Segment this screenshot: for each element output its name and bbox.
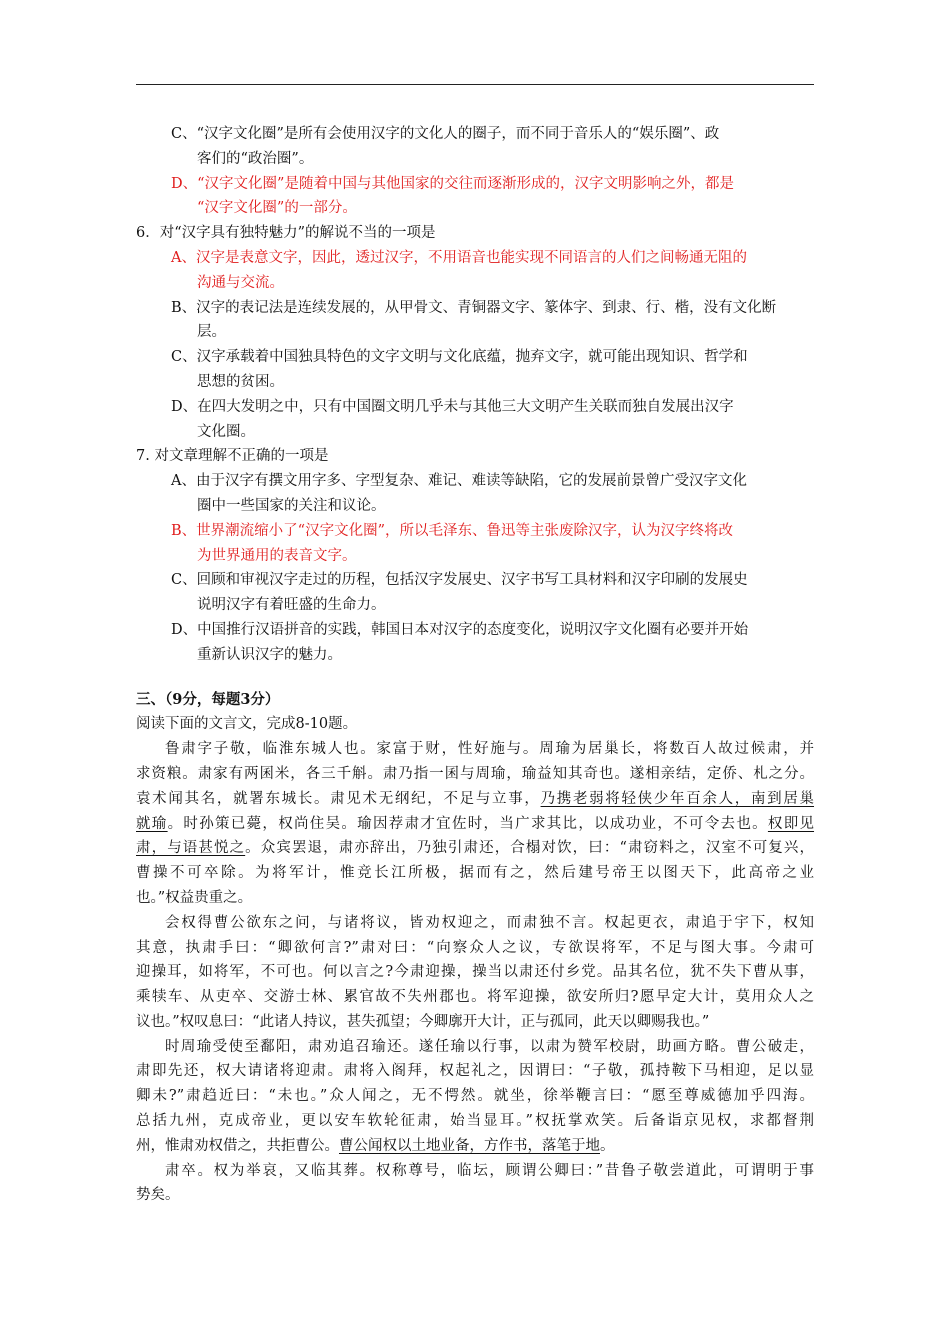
header-rule — [136, 84, 814, 85]
q6-option-d-line2: 文化圈。 — [197, 423, 255, 440]
q7-option-c-line2: 说明汉字有着旺盛的生命力。 — [197, 597, 386, 614]
passage-line: 也。”权益贵重之。 — [136, 889, 253, 906]
passage-line: 迎操耳，如将军，不可也。何以言之?今肃迎操，操当以肃还付乡党。品其名位，犹不失下曹从事， — [136, 964, 814, 981]
passage-line: 州，惟肃劝权借之，共拒曹公。曹公闻权以土地业备，方作书，落笔于地。 — [136, 1137, 615, 1154]
q7-option-d-line1: D、中国推行汉语拼音的实践，韩国日本对汉字的态度变化，说明汉字文化圈有必要并开始 — [171, 621, 749, 638]
passage-line: 会权得曹公欲东之问，与诸将议，皆劝权迎之，而肃独不言。权起更衣，肃追于宇下，权知 — [165, 914, 814, 931]
passage-line: 肃，与语甚悦之。众宾罢退，肃亦辞出，乃独引肃还，合榻对饮，曰：“肃窃料之，汉室不可复兴， — [136, 840, 814, 857]
passage-line: 袁术闻其名，就署东城长。肃见术无纲纪，不足与立事，乃携老弱将轻侠少年百余人，南到居巢 — [136, 790, 815, 807]
q7-option-d-line2: 重新认识汉字的魅力。 — [197, 646, 342, 663]
q6-option-d-line1: D、在四大发明之中，只有中国圈文明几乎未与其他三大文明产生关联而独自发展出汉字 — [171, 398, 734, 415]
q5-option-c-line1: C、“汉字文化圈”是所有会使用汉字的文化人的圈子，而不同于音乐人的“娱乐圈”、政 — [171, 126, 720, 142]
passage-line: 鲁肃字子敬，临淮东城人也。家富于财，性好施与。周瑜为居巢长，将数百人故过候肃，并 — [165, 741, 814, 758]
underlined-sentence-1-cont: 就瑜 — [136, 815, 168, 832]
underlined-sentence-1: 乃携老弱将轻侠少年百余人，南到居巢 — [540, 790, 815, 807]
passage-line: 乘犊车、从吏卒、交游士林、累官故不失州郡也。将军迎操，欲安所归?愿早定大计，莫用众人之 — [136, 989, 814, 1006]
passage-paragraph-2 — [136, 911, 814, 1035]
q7-stem: 7. 对文章理解不正确的一项是 — [136, 448, 329, 465]
q6-option-c-line1: C、汉字承载着中国独具特色的文字文明与文化底蕴，抛弃文字，就可能出现知识、哲学和 — [171, 349, 748, 366]
section-instruction: 阅读下面的文言文，完成8-10题。 — [136, 716, 358, 733]
underlined-sentence-3: 曹公闻权以土地业备，方作书，落笔于地 — [339, 1137, 600, 1154]
passage-line: 时周瑜受使至鄱阳，肃劝追召瑜还。遂任瑜以行事，以肃为赞军校尉，助画方略。曹公破走， — [165, 1038, 814, 1055]
passage-paragraph-3 — [136, 1035, 814, 1159]
passage-line: 总括九州，克成帝业，更以安车软轮征肃，始当显耳。”权抚掌欢笑。后备诣京见权，求都督荆 — [136, 1113, 814, 1130]
passage-line: 曹操不可卒除。为将军计，惟竞长江所极，据而有之，然后建号帝王以图天下，此高帝之业 — [136, 865, 814, 882]
q6-option-c-line2: 思想的贫困。 — [197, 373, 284, 390]
passage-line: 肃即先还，权大请诸将迎肃。肃将入阁拜，权起礼之，因谓曰：“子敬，孤持鞍下马相迎，足以显 — [136, 1063, 814, 1080]
section-heading: 三、（9分，每题3分） — [136, 690, 280, 708]
passage-line: 议也。”权叹息曰：“此诸人持议，甚失孤望；今卿廓开大计，正与孤同，此天以卿赐我也。” — [136, 1013, 710, 1030]
passage-line: 就瑜。时孙策已薨，权尚住吴。瑜因荐肃才宜佐时，当广求其比，以成功业，不可令去也。权即见 — [136, 815, 815, 832]
document-body — [136, 122, 814, 1208]
passage-line: 求资粮。肃家有两囷米，各三千斛。肃乃指一囷与周瑜，瑜益知其奇也。遂相亲结，定侨、札之分。 — [136, 765, 814, 782]
q7-option-a-line2: 圈中一些国家的关注和议论。 — [197, 497, 386, 514]
passage-line: 势矣。 — [136, 1187, 180, 1204]
passage-paragraph-1 — [136, 737, 814, 911]
q7-option-b-line2: 为世界通用的表音文字。 — [197, 547, 357, 564]
q6-stem: 6．对“汉字具有独特魅力”的解说不当的一项是 — [136, 225, 436, 242]
q5-option-d-line1: D、“汉字文化圈”是随着中国与其他国家的交往而逐渐形成的，汉字文明影响之外，都是 — [171, 175, 734, 192]
q7-option-a-line1: A、由于汉字有撰文用字多、字型复杂、难记、难读等缺陷，它的发展前景曾广受汉字文化 — [171, 473, 747, 490]
passage-line: 其意，执肃手曰：“卿欲何言?”肃对曰：“向察众人之议，专欲误将军，不足与图大事。今肃可 — [136, 939, 814, 956]
q5-option-c-line2: 客们的“政治圈”。 — [197, 150, 314, 167]
q6-option-b-line2: 层。 — [197, 324, 226, 341]
underlined-sentence-2: 权即见 — [767, 815, 815, 832]
q7-option-b-line1: B、世界潮流缩小了“汉字文化圈”，所以毛泽东、鲁迅等主张废除汉字，认为汉字终将改 — [171, 522, 733, 539]
q6-option-b-line1: B、汉字的表记法是连续发展的，从甲骨文、青铜器文字、篆体字、到隶、行、楷，没有文化断 — [171, 299, 777, 316]
passage-line: 卿未?”肃趋近曰：“未也。”众人闻之，无不愕然。就坐，徐举鞭言曰：“愿至尊威德加乎四海。 — [136, 1088, 814, 1105]
q7-option-c-line1: C、回顾和审视汉字走过的历程，包括汉字发展史、汉字书写工具材料和汉字印刷的发展史 — [171, 572, 748, 589]
q6-option-a-line1: A、汉字是表意文字，因此，透过汉字，不用语音也能实现不同语言的人们之间畅通无阻的 — [171, 249, 747, 266]
q5-option-d-line2: “汉字文化圈”的一部分。 — [197, 200, 357, 217]
q6-option-a-line2: 沟通与交流。 — [197, 274, 284, 291]
passage-line: 肃卒。权为举哀，又临其葬。权称尊号，临坛，顾谓公卿曰：”昔鲁子敬尝道此，可谓明于事 — [165, 1162, 814, 1179]
underlined-sentence-2-cont: 肃，与语甚悦之 — [136, 840, 246, 857]
passage-paragraph-4 — [136, 1159, 814, 1209]
